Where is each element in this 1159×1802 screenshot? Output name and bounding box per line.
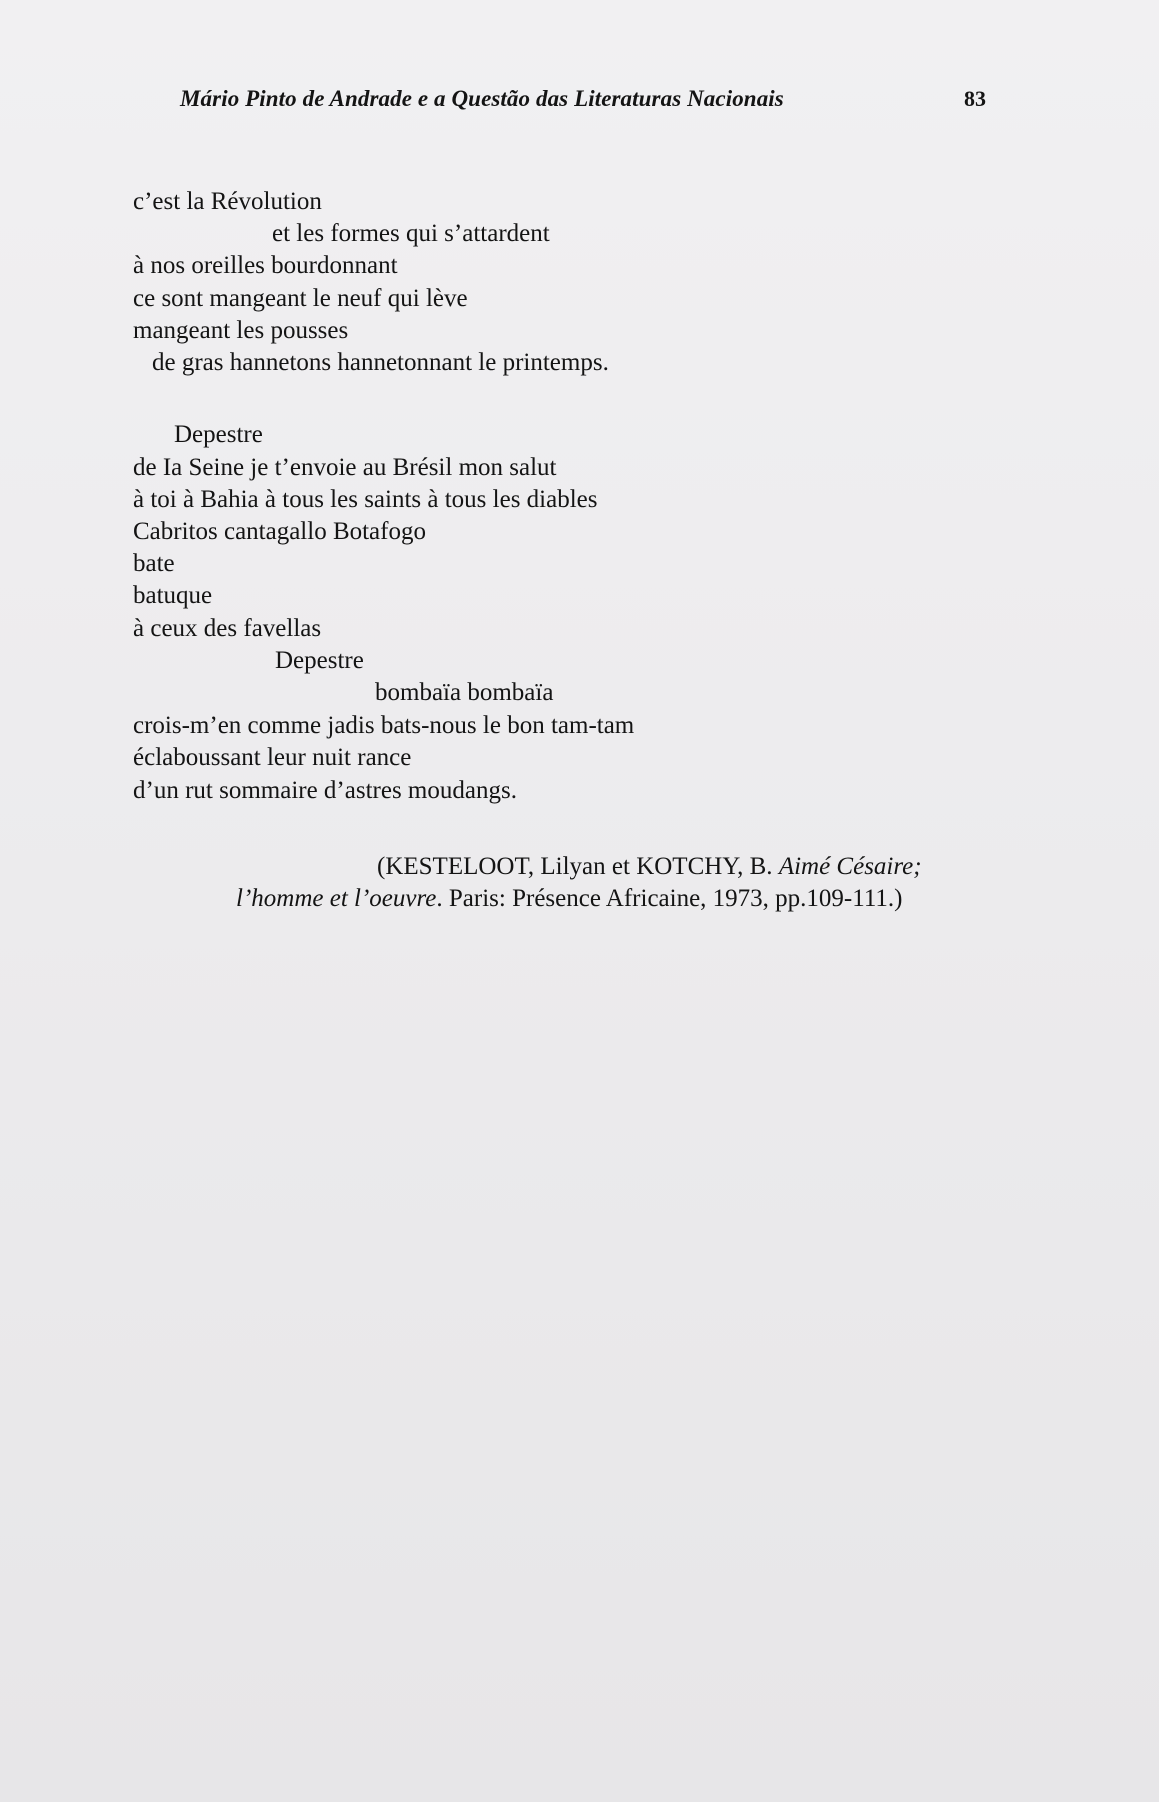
- citation-authors: (KESTELOOT, Lilyan et KOTCHY, B.: [377, 853, 779, 880]
- poem-line: crois-m’en comme jadis bats-nous le bon tam-tam: [133, 712, 635, 739]
- poem-line: mangeant les pousses: [133, 317, 349, 344]
- poem-line: Cabritos cantagallo Botafogo: [133, 518, 426, 545]
- poem-line: et les formes qui s’attardent: [272, 220, 550, 247]
- poem-line: à nos oreilles bourdonnant: [133, 252, 398, 279]
- poem-line: à toi à Bahia à tous les saints à tous les diables: [133, 486, 598, 513]
- poem-line: d’un rut sommaire d’astres moudangs.: [133, 777, 517, 804]
- poem-line: ce sont mangeant le neuf qui lève: [133, 285, 468, 312]
- citation-title-part-1: Aimé Césaire;: [778, 853, 922, 880]
- citation-line-2: [236, 882, 902, 916]
- poem-line: de Ia Seine je t’envoie au Brésil mon salut: [133, 454, 557, 481]
- citation-publisher: . Paris: Présence Africaine, 1973, pp.109-111.): [436, 885, 903, 912]
- poem-line: Depestre: [275, 647, 364, 674]
- page-number: 83: [964, 86, 986, 111]
- poem-line: bate: [133, 550, 175, 577]
- citation-title-part-2: l’homme et l’oeuvre: [236, 885, 437, 912]
- running-title: Mário Pinto de Andrade e a Questão das Literaturas Nacionais: [180, 86, 784, 111]
- citation-line-1: [377, 850, 922, 884]
- poem-line: de gras hannetons hannetonnant le printemps.: [152, 349, 609, 376]
- poem-line: batuque: [133, 582, 213, 609]
- poem-line: c’est la Révolution: [133, 188, 322, 215]
- poem-line: à ceux des favellas: [133, 615, 322, 642]
- poem-line: bombaïa bombaïa: [375, 679, 554, 706]
- poem-line: éclaboussant leur nuit rance: [133, 744, 412, 771]
- poem-line: Depestre: [174, 421, 263, 448]
